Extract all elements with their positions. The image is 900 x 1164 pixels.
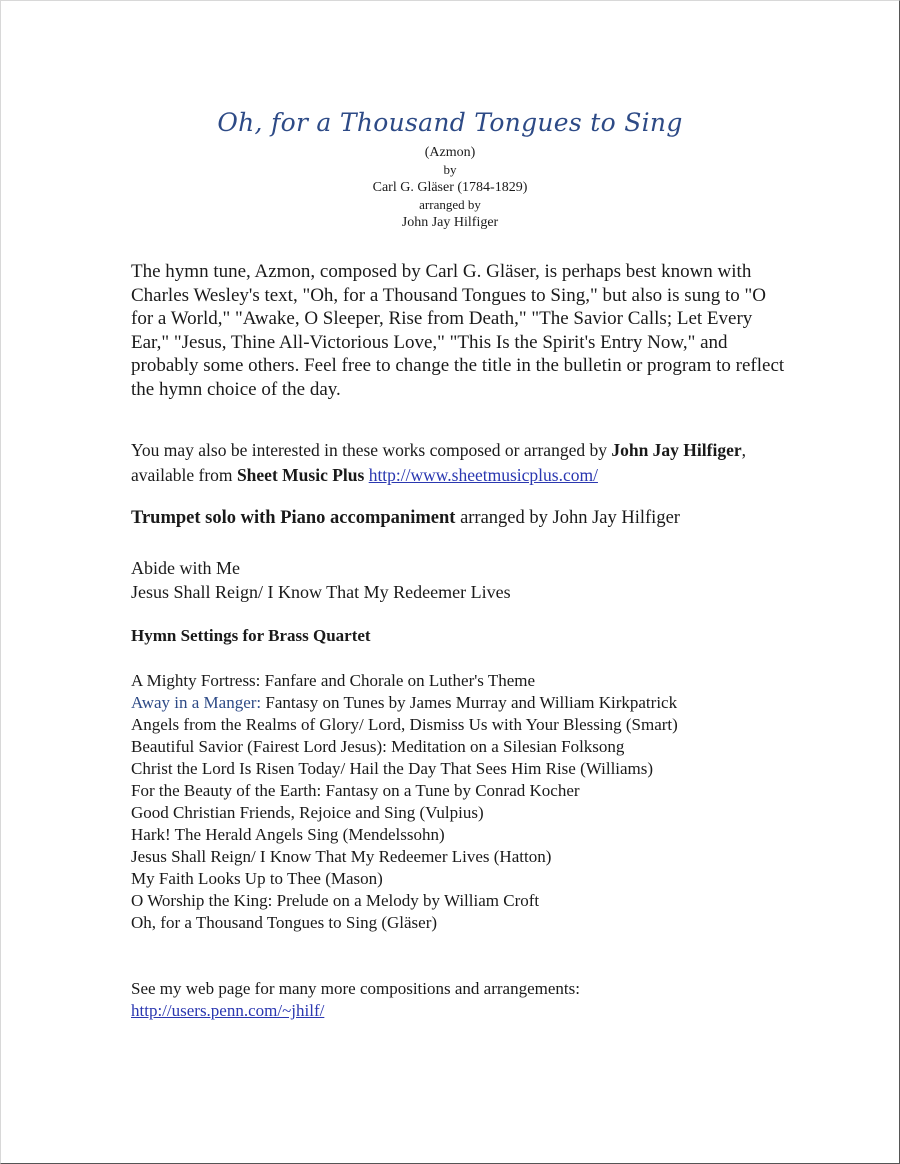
list-item bbox=[131, 692, 791, 714]
tune-name: (Azmon) bbox=[424, 145, 476, 160]
trumpet-heading-bold: Trumpet solo with Piano accompaniment bbox=[131, 508, 456, 528]
list-item: For the Beauty of the Earth: Fantasy on a Tune by Conrad Kocher bbox=[131, 781, 580, 800]
interest-text-middle: , available from bbox=[131, 440, 746, 485]
footer bbox=[131, 978, 791, 1022]
away-in-a-manger-link[interactable]: Away in a Manger: bbox=[131, 693, 262, 712]
brass-list bbox=[131, 670, 791, 934]
interest-store: Sheet Music Plus bbox=[236, 465, 365, 485]
list-item: Angels from the Realms of Glory/ Lord, Dismiss Us with Your Blessing (Smart) bbox=[131, 715, 678, 734]
trumpet-list bbox=[131, 556, 791, 604]
interest-paragraph bbox=[131, 438, 791, 488]
document-header bbox=[0, 108, 900, 232]
list-item: A Mighty Fortress: Fanfare and Chorale on Luther's Theme bbox=[131, 671, 536, 690]
page-title: Oh, for a Thousand Tongues to Sing bbox=[217, 108, 683, 137]
trumpet-heading-rest: arranged by John Jay Hilfiger bbox=[455, 508, 680, 528]
intro-paragraph: The hymn tune, Azmon, composed by Carl G. Gläser, is perhaps best known with Charles Wesley's text, "Oh, for a Thousand Tongues to Sing," but also is sung to "O for a World," "Awake, O Sleeper, Rise from Death," "The Savior Calls; Let Every Ear," "Jesus, Thine All-Victorious Love," "This Is the Spirit's Entry Now," and probably some others. Feel free to change the title in the bulletin or program to reflect the hymn choice of the day. bbox=[131, 261, 785, 400]
sheetmusicplus-link[interactable]: http://www.sheetmusicplus.com/ bbox=[368, 465, 598, 485]
arranger-name: John Jay Hilfiger bbox=[401, 215, 499, 230]
list-item: Jesus Shall Reign/ I Know That My Redeemer Lives (Hatton) bbox=[131, 847, 552, 866]
list-item: Beautiful Savior (Fairest Lord Jesus): Meditation on a Silesian Folksong bbox=[131, 737, 625, 756]
brass-section-heading: Hymn Settings for Brass Quartet bbox=[131, 626, 371, 645]
list-item: Good Christian Friends, Rejoice and Sing (Vulpius) bbox=[131, 803, 484, 822]
list-item: Christ the Lord Is Risen Today/ Hail the Day That Sees Him Rise (Williams) bbox=[131, 759, 654, 778]
website-link[interactable]: http://users.penn.com/~jhilf/ bbox=[131, 1001, 325, 1020]
footer-text: See my web page for many more compositions and arrangements: bbox=[131, 979, 580, 998]
list-item: Oh, for a Thousand Tongues to Sing (Gläser) bbox=[131, 913, 438, 932]
list-item-rest: Fantasy on Tunes by James Murray and William Kirkpatrick bbox=[261, 693, 678, 712]
by-label: by bbox=[443, 162, 457, 177]
trumpet-section-heading bbox=[131, 508, 791, 529]
list-item: Jesus Shall Reign/ I Know That My Redeemer Lives bbox=[131, 582, 511, 602]
arranged-by-label: arranged by bbox=[419, 197, 481, 212]
composer-name: Carl G. Gläser (1784-1829) bbox=[372, 180, 528, 195]
list-item: Abide with Me bbox=[131, 558, 240, 578]
list-item: Hark! The Herald Angels Sing (Mendelssohn) bbox=[131, 825, 445, 844]
interest-text-before: You may also be interested in these works composed or arranged by bbox=[131, 440, 612, 460]
list-item: O Worship the King: Prelude on a Melody by William Croft bbox=[131, 891, 540, 910]
list-item: My Faith Looks Up to Thee (Mason) bbox=[131, 869, 383, 888]
interest-author: John Jay Hilfiger bbox=[611, 440, 742, 460]
